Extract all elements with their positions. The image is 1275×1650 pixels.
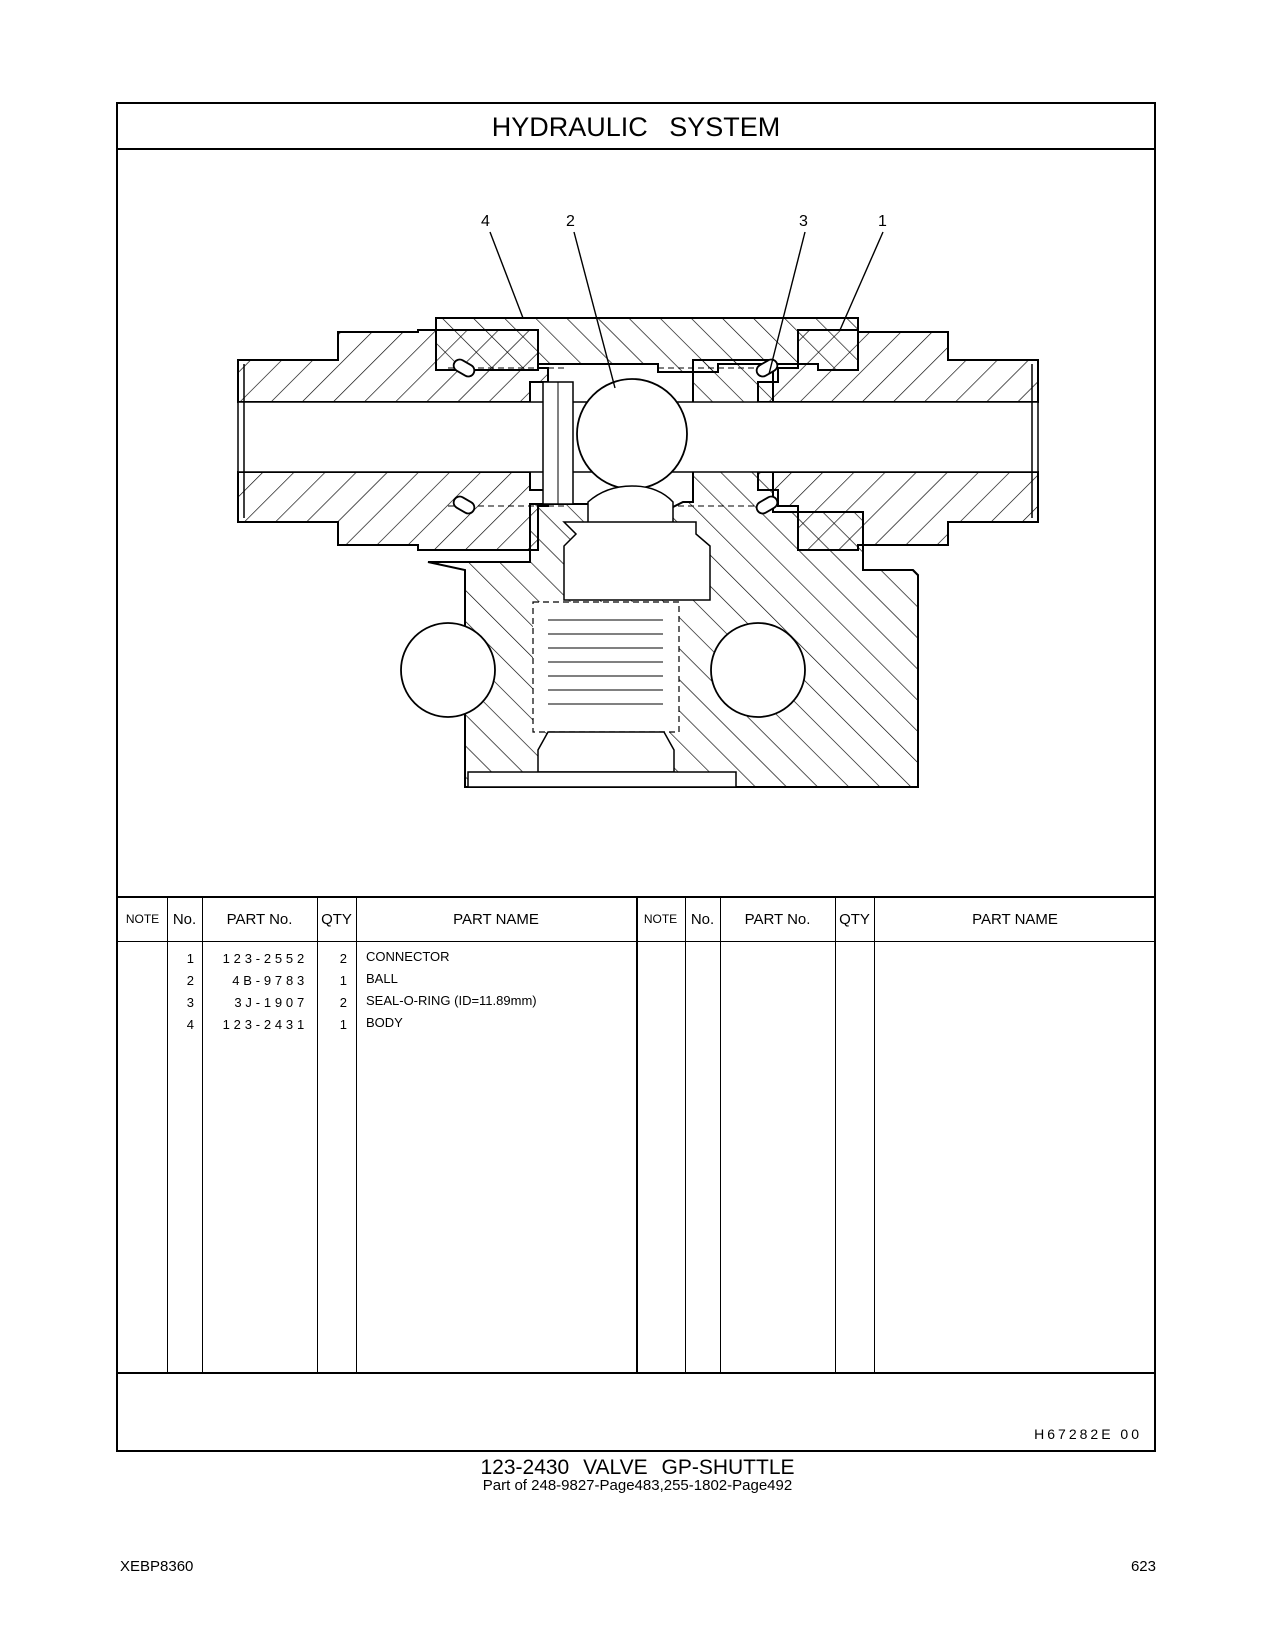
ball-icon — [577, 379, 687, 489]
document-id: XEBP8360 — [120, 1558, 194, 1575]
connector-left — [238, 330, 548, 402]
column-header-note: NOTE — [125, 912, 160, 926]
page-frame — [116, 102, 1156, 1452]
valve-cross-section-drawing — [118, 150, 1154, 896]
column-header-part-name: PART NAME — [453, 911, 539, 928]
connector-right — [758, 330, 1038, 402]
column-header-qty: QTY — [321, 911, 352, 928]
callout-2: 2 — [566, 213, 575, 230]
column-header-note-right: NOTE — [643, 912, 678, 926]
callout-1: 1 — [878, 213, 887, 230]
column-header-part-name-right: PART NAME — [972, 911, 1058, 928]
column-header-no-right: No. — [690, 911, 715, 928]
callout-3: 3 — [799, 213, 808, 230]
connector-left-lower — [238, 472, 548, 550]
callout-4: 4 — [481, 213, 490, 230]
column-header-part-no: PART No. — [226, 911, 293, 928]
column-header-part-no-right: PART No. — [744, 911, 811, 928]
group-caption: 123-2430 VALVE GP-SHUTTLE — [480, 1456, 795, 1479]
port-right-icon — [711, 623, 805, 717]
parts-table: NOTE No. PART No. QTY PART NAME NOTE No. PART No. QTY PART NAME 1 123-2552 2 CONNECTOR 2 4B-9783 1 BALL 3 3J-1907 2 SEAL-O-RING (ID=11.89mm) 4 123-2431 1 BODY — [118, 896, 1154, 1374]
column-header-qty-right: QTY — [839, 911, 870, 928]
group-subcaption: Part of 248-9827-Page483,255-1802-Page492 — [482, 1477, 793, 1494]
illustration-code: H67282E 00 — [1034, 1426, 1142, 1442]
connector-right-lower — [758, 472, 1038, 550]
page-number: 623 — [1130, 1558, 1156, 1575]
port-left-icon — [401, 623, 495, 717]
page-title: HYDRAULIC SYSTEM — [118, 104, 1154, 150]
column-header-no: No. — [172, 911, 197, 928]
exploded-view-illustration — [118, 150, 1154, 896]
